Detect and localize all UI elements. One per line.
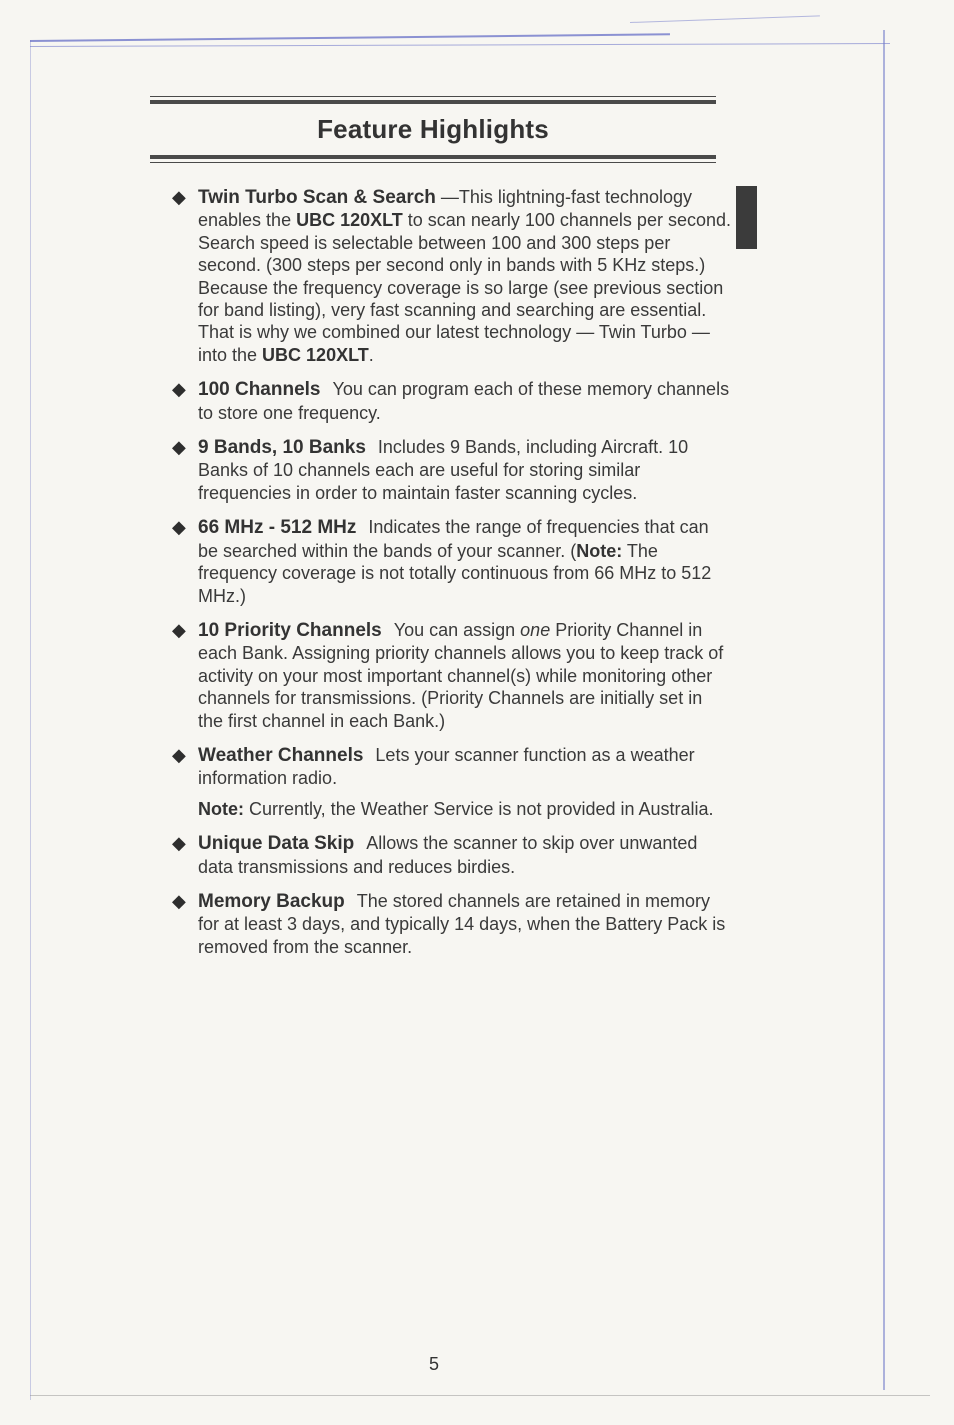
feature-title: 9 Bands, 10 Banks [198,437,366,459]
diamond-bullet-icon: ◆ [172,379,186,400]
feature-text: Indicates the range of frequencies that can be searched within the bands of your scanner. ( [198,517,709,561]
note-text: Currently, the Weather Service is not provided in Australia. [244,798,714,819]
note-label: Note: [198,798,244,819]
diamond-bullet-icon: ◆ [172,437,186,458]
scan-border-left [30,40,31,1400]
page-header [150,96,716,163]
feature-item-memory-backup [172,890,732,958]
feature-text: The frequency coverage is not totally continuous from 66 MHz to 512 MHz.) [198,540,712,606]
model-name: UBC 120XLT [262,344,369,365]
feature-title: Weather Channels [198,744,364,766]
note-label: Note: [576,540,623,561]
diamond-bullet-icon: ◆ [172,187,186,207]
feature-text: You can assign [393,619,521,640]
feature-item-100-channels [172,378,732,424]
feature-text: The stored channels are retained in memory for at least 3 days, and typically 14 days, when the Battery Pack is removed from the scanner. [198,890,726,957]
page-number: 5 [428,1354,439,1374]
feature-title: 100 Channels [198,379,321,401]
diamond-bullet-icon: ◆ [172,833,186,854]
feature-title: 66 MHz - 512 MHz [198,517,357,539]
diamond-bullet-icon: ◆ [172,890,186,911]
diamond-bullet-icon: ◆ [172,744,186,765]
diamond-bullet-icon: ◆ [172,619,186,640]
feature-list [172,186,732,970]
scan-border-top-2 [30,43,890,47]
feature-text: You can program each of these memory channels to store one frequency. [198,379,730,423]
feature-item-frequency-range [172,516,732,607]
scan-border-right [883,30,885,1390]
weather-note [198,798,732,820]
page-title: Feature Highlights [317,114,549,144]
feature-title: 10 Priority Channels [198,619,382,641]
header-rule-bottom [150,155,716,159]
header-rule-bottom-thin [150,162,716,163]
feature-item-bands-banks [172,436,732,504]
header-rule-top-thin [150,96,716,97]
scan-border-top-3 [630,15,820,23]
feature-text: to scan nearly 100 channels per second. Search speed is selectable between 100 and 300 steps per second. (300 steps per second only in bands with 5 KHz steps.) Because the frequency coverage is so large (see previous section for band listing), very fast scanning and searching are essential. That is why we combined our latest technology — Twin Turbo — into the [198,210,731,365]
feature-text: Allows the scanner to skip over unwanted data transmissions and reduces birdies. [198,833,698,877]
feature-text: Includes 9 Bands, including Aircraft. 10 Banks of 10 channels each are useful for storing similar frequencies in order to maintain faster scanning cycles. [198,437,689,503]
feature-text: . [368,344,374,365]
diamond-bullet-icon: ◆ [172,517,186,538]
feature-item-twin-turbo [172,186,732,366]
feature-item-weather-channels [172,744,732,820]
feature-title: Memory Backup [198,890,345,912]
section-tab-marker [736,186,757,249]
feature-text: —This lightning-fast technology enables the [198,187,693,231]
emphasis-text: one [520,619,551,640]
feature-text: Priority Channel in each Bank. Assigning priority channels allows you to keep track of activity on your most important channel(s) while monitoring other channels for transmissions. (Priority Channels are initially set in the first channel in each Bank.) [198,619,724,731]
feature-title: Twin Turbo Scan & Search [198,187,436,208]
scan-border-bottom [30,1395,930,1396]
feature-item-data-skip [172,832,732,878]
feature-text: Lets your scanner function as a weather information radio. [198,744,695,789]
feature-title: Unique Data Skip [198,833,355,855]
scan-border-top [30,33,670,42]
feature-item-priority-channels [172,619,732,732]
model-name: UBC 120XLT [296,210,403,231]
